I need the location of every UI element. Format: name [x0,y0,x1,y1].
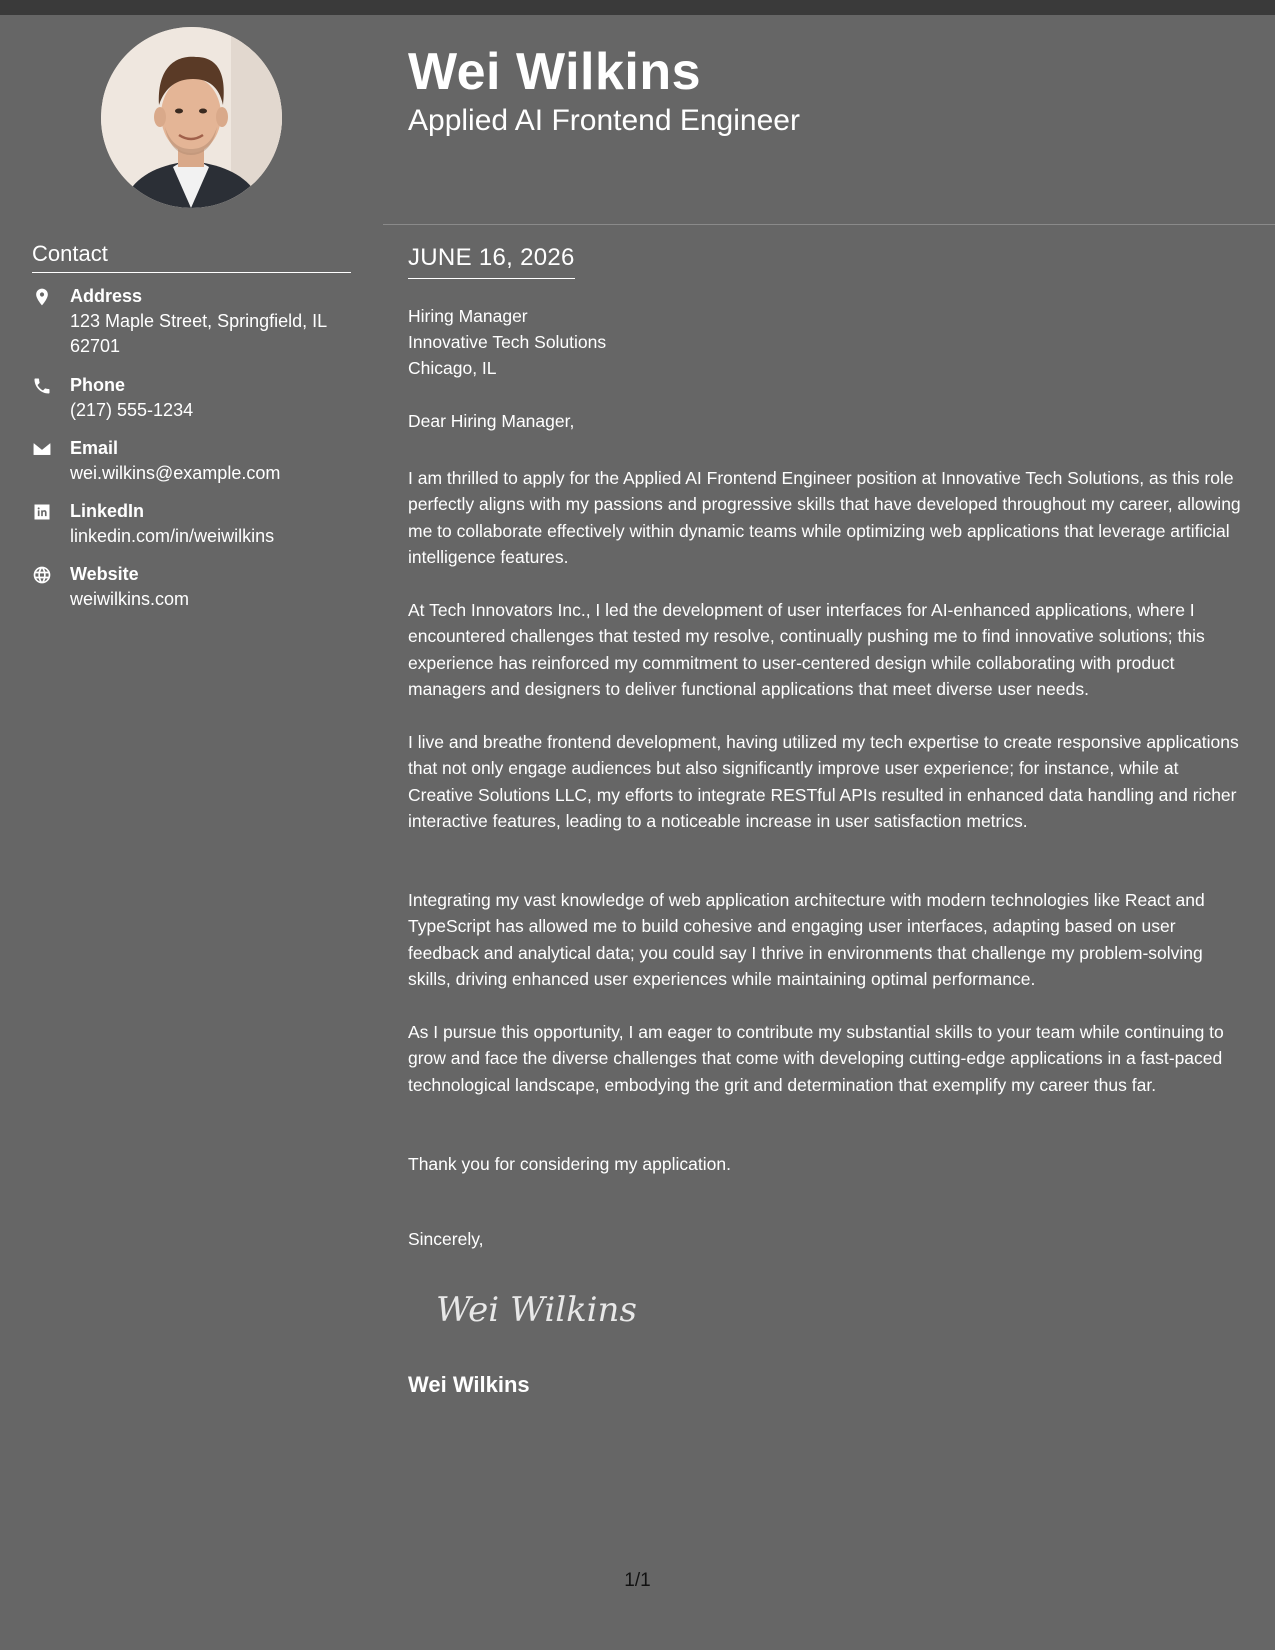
linkedin-value[interactable]: linkedin.com/in/weiwilkins [70,526,275,546]
linkedin-label: LinkedIn [70,501,145,521]
svg-text:Wei Wilkins: Wei Wilkins [436,1290,637,1330]
globe-icon [32,565,52,585]
header-divider [383,224,1275,225]
linkedin-icon [32,502,52,522]
email-value[interactable]: wei.wilkins@example.com [70,463,281,483]
envelope-icon [32,439,52,459]
signed-name: Wei Wilkins [408,1372,530,1397]
top-bar [0,0,1275,15]
website-label: Website [70,564,139,584]
body-paragraph: I live and breathe frontend development, having utilized my tech expertise to create responsive applications that not only engage audiences but also significantly improve user experience; for instance, while at Creative Solutions LLC, my efforts to integrate RESTful APIs resulted in enhanced data handling and richer interactive features, leading to a noticeable increase in user satisfaction metrics. [408,732,1239,831]
recipient-line: Chicago, IL [408,358,497,378]
body-paragraph: As I pursue this opportunity, I am eager to contribute my substantial skills to your team while continuing to grow and face the diverse challenges that come with developing cutting-edge applications in a fast-paced technological landscape, embodying the grit and determination that exemplify my career thus far. [408,1022,1224,1095]
recipient-line: Hiring Manager [408,306,528,326]
applicant-name: Wei Wilkins [408,43,702,101]
map-pin-icon [32,287,52,307]
contact-heading: Contact [32,241,351,273]
body-paragraph: Thank you for considering my application. [408,1154,731,1174]
recipient-line: Innovative Tech Solutions [408,332,607,352]
applicant-title: Applied AI Frontend Engineer [408,104,800,137]
page-number: 1/1 [624,1570,651,1591]
address-value: 123 Maple Street, Springfield, IL 62701 [70,311,327,356]
letter-date: JUNE 16, 2026 [408,244,575,279]
email-label: Email [70,438,119,458]
recipient-block [408,303,606,381]
phone-value[interactable]: (217) 555-1234 [70,400,194,420]
sidebar [0,15,383,1650]
body-paragraph: At Tech Innovators Inc., I led the development of user interfaces for AI-enhanced applications, where I encountered challenges that tested my resolve, continually pushing me to find innovative solutions; this experience has reinforced my commitment to user-centered design while collaborating with product managers and designers to deliver functional applications that meet diverse user needs. [408,600,1205,699]
handwritten-signature [432,1283,652,1333]
closing: Sincerely, [408,1229,484,1249]
greeting: Dear Hiring Manager, [408,411,575,431]
body-paragraph: I am thrilled to apply for the Applied AI Frontend Engineer position at Innovative Tech Solutions, as this role perfectly aligns with my passions and progressive skills that have developed throughout my career, allowing me to collaborate effectively within dynamic teams while optimizing web applications that leverage artificial intelligence features. [408,468,1241,567]
website-value[interactable]: weiwilkins.com [70,589,190,609]
profile-photo [101,27,282,208]
body-paragraph: Integrating my vast knowledge of web application architecture with modern technologies like React and TypeScript has allowed me to build cohesive and engaging user interfaces, adapting based on user feedback and analytical data; you could say I thrive in environments that challenge my problem-solving skills, driving enhanced user experiences while maintaining optimal performance. [408,890,1205,989]
phone-label: Phone [70,375,126,395]
phone-icon [32,376,52,396]
address-label: Address [70,286,143,306]
